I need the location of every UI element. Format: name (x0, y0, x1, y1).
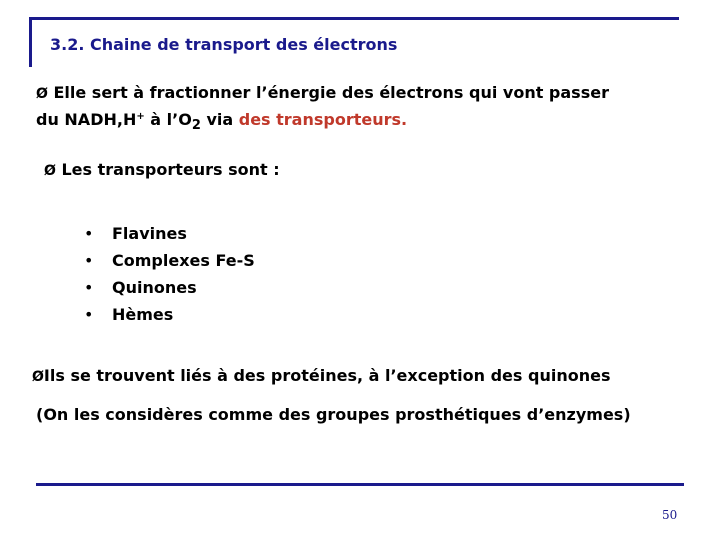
transporteurs-list (84, 220, 255, 328)
paragraph-proteines (32, 366, 610, 385)
proteines-text: Ils se trouvent liés à des protéines, à l’exception des quinones (43, 366, 611, 385)
list-item-label: Hèmes (112, 305, 174, 324)
page-number: 50 (662, 508, 678, 522)
highlight-transporteurs: des transporteurs. (238, 110, 408, 129)
paragraph-intro (36, 80, 706, 133)
paragraph-prosthetiques: (On les considères comme des groupes prosthétiques d’enzymes) (36, 405, 631, 424)
intro-text-via: via (200, 110, 239, 129)
bottom-divider (36, 483, 684, 486)
intro-text-mid: à l’O (144, 110, 192, 129)
oxygen-subscript: 2 (191, 118, 201, 133)
intro-text-prefix: du NADH,H (36, 110, 137, 129)
proton-superscript: + (136, 111, 145, 122)
list-item (84, 220, 255, 247)
list-item (84, 247, 255, 274)
list-item (84, 274, 255, 301)
arrow-bullet-icon: Ø (32, 369, 44, 385)
bullet-dot-icon: • (84, 278, 94, 297)
transporteurs-heading: Les transporteurs sont : (61, 160, 280, 179)
paragraph-intro-line2 (36, 107, 706, 133)
bullet-dot-icon: • (84, 251, 94, 270)
paragraph-transporteurs (44, 160, 280, 179)
bullet-dot-icon: • (84, 305, 94, 324)
list-item (84, 301, 255, 328)
list-item-label: Flavines (112, 224, 187, 243)
slide-title: 3.2. Chaine de transport des électrons (50, 35, 398, 54)
intro-text-line1: Elle sert à fractionner l’énergie des électrons qui vont passer (53, 83, 609, 102)
paragraph-intro-line1 (36, 80, 706, 107)
bullet-dot-icon: • (84, 224, 94, 243)
arrow-bullet-icon: Ø (44, 163, 56, 179)
list-item-label: Complexes Fe-S (112, 251, 255, 270)
list-item-label: Quinones (112, 278, 197, 297)
arrow-bullet-icon: Ø (36, 86, 48, 102)
